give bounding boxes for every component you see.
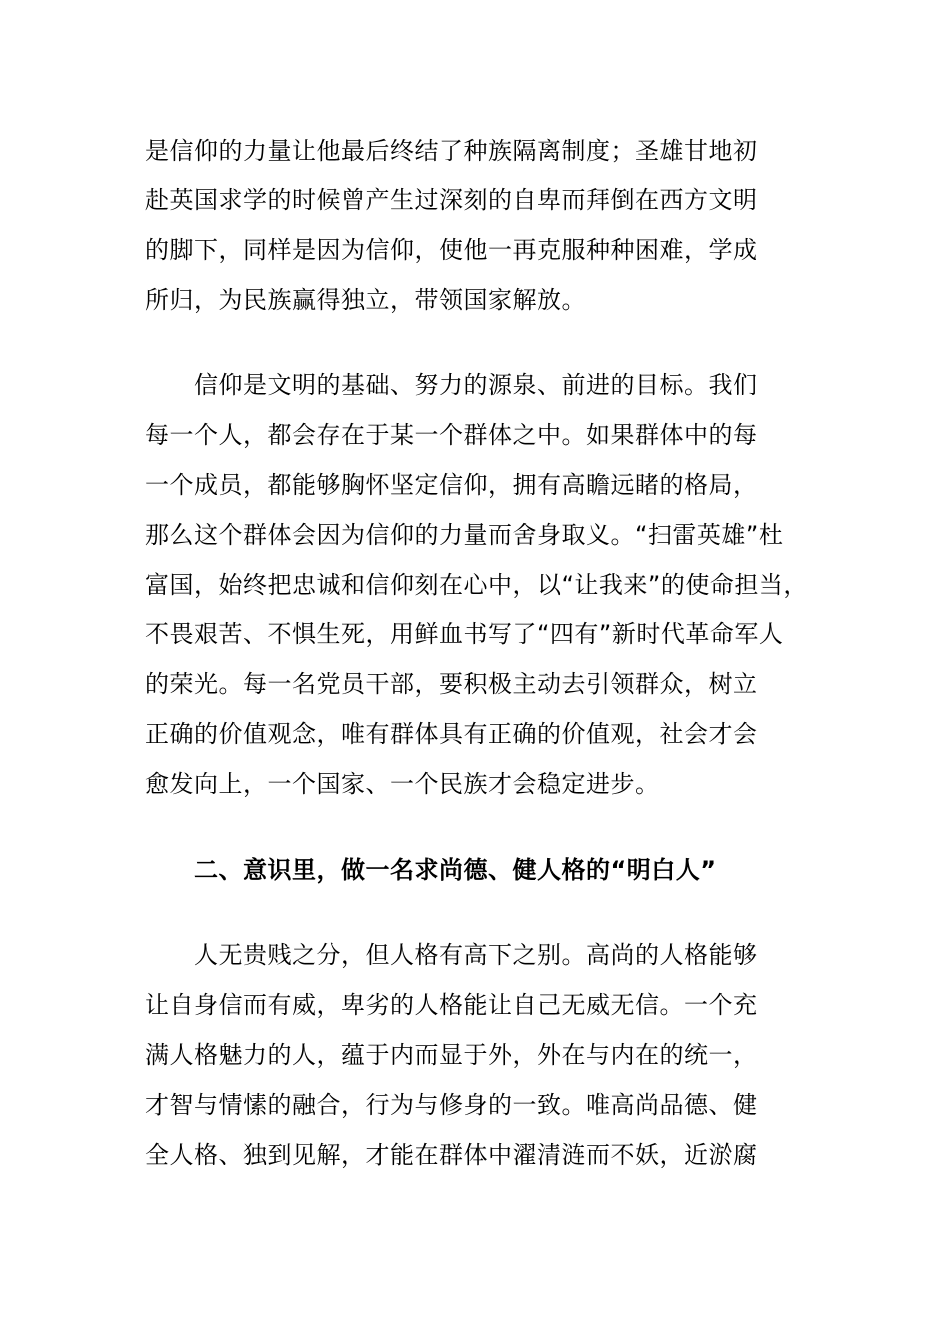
paragraph-3-line-1: 人无贵贱之分，但人格有高下之别。高尚的人格能够 xyxy=(194,941,758,969)
paragraph-3-line-4: 才智与情愫的融合，行为与修身的一致。唯高尚品德、健 xyxy=(145,1091,758,1119)
section-heading: 二、意识里，做一名求尚德、健人格的“明白人” xyxy=(194,856,717,884)
paragraph-3-line-2: 让自身信而有威，卑劣的人格能让自己无威无信。一个充 xyxy=(145,991,758,1019)
paragraph-2-line-2: 每一个人，都会存在于某一个群体之中。如果群体中的每 xyxy=(145,421,758,449)
paragraph-2-line-4: 那么这个群体会因为信仰的力量而舍身取义。“扫雷英雄”杜 xyxy=(145,521,784,549)
paragraph-3-line-5: 全人格、独到见解，才能在群体中濯清涟而不妖，近淤腐 xyxy=(145,1141,758,1169)
paragraph-2-line-7: 的荣光。每一名党员干部，要积极主动去引领群众，树立 xyxy=(145,670,758,698)
paragraph-2-line-1: 信仰是文明的基础、努力的源泉、前进的目标。我们 xyxy=(194,371,758,399)
paragraph-1-line-1: 是信仰的力量让他最后终结了种族隔离制度；圣雄甘地初 xyxy=(145,137,758,165)
paragraph-1-line-3: 的脚下，同样是因为信仰，使他一再克服种种困难，学成 xyxy=(145,236,758,264)
paragraph-2-line-5: 富国，始终把忠诚和信仰刻在心中，以“让我来”的使命担当， xyxy=(145,571,808,599)
paragraph-1-line-2: 赴英国求学的时候曾产生过深刻的自卑而拜倒在西方文明 xyxy=(145,186,758,214)
paragraph-2-line-6: 不畏艰苦、不惧生死，用鲜血书写了“四有”新时代革命军人 xyxy=(145,620,784,648)
paragraph-2-line-9: 愈发向上，一个国家、一个民族才会稳定进步。 xyxy=(145,770,660,798)
paragraph-2-line-8: 正确的价值观念，唯有群体具有正确的价值观，社会才会 xyxy=(145,720,758,748)
paragraph-3-line-3: 满人格魅力的人，蕴于内而显于外，外在与内在的统一， xyxy=(145,1041,758,1069)
paragraph-1-line-4: 所归，为民族赢得独立，带领国家解放。 xyxy=(145,286,586,314)
paragraph-2-line-3: 一个成员，都能够胸怀坚定信仰，拥有高瞻远睹的格局， xyxy=(145,471,758,499)
